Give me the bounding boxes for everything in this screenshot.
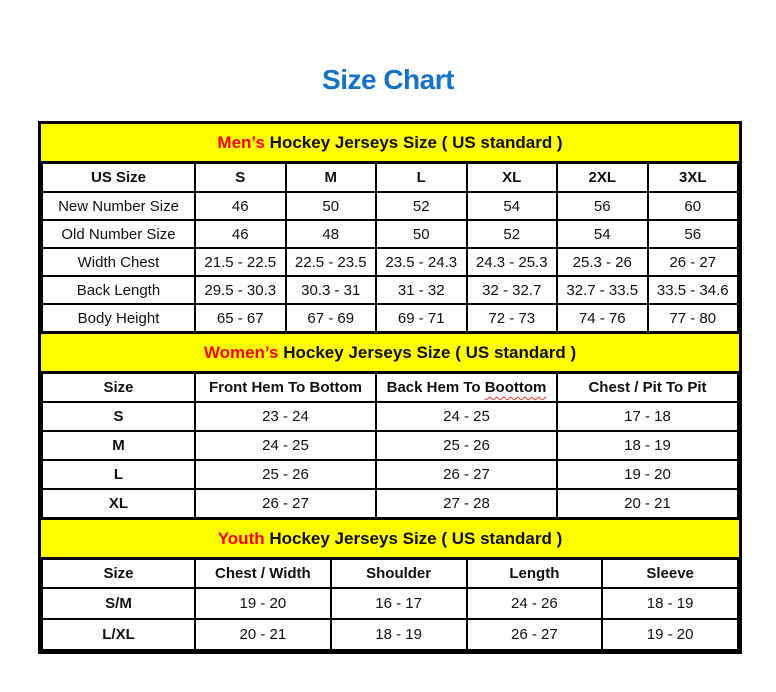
- section-audience-mens: Men’s: [217, 133, 265, 152]
- size-value-cell: 69 - 71: [376, 304, 467, 332]
- column-header: 3XL: [648, 163, 739, 192]
- size-value-cell: 31 - 32: [376, 276, 467, 304]
- column-header: Shoulder: [331, 559, 467, 588]
- size-value-cell: 24 - 26: [467, 588, 603, 619]
- page-title: Size Chart: [322, 64, 454, 95]
- column-header: S: [195, 163, 286, 192]
- column-header: Size: [42, 559, 195, 588]
- column-header: Size: [42, 373, 195, 402]
- size-value-cell: 22.5 - 23.5: [286, 248, 377, 276]
- column-header: Sleeve: [602, 559, 738, 588]
- row-label: M: [42, 431, 195, 460]
- size-value-cell: 25 - 26: [376, 431, 557, 460]
- size-value-cell: 48: [286, 220, 377, 248]
- row-label: Back Length: [42, 276, 195, 304]
- size-value-cell: 24 - 25: [376, 402, 557, 431]
- table-row: [42, 460, 738, 489]
- row-label: Old Number Size: [42, 220, 195, 248]
- row-label: S/M: [42, 588, 195, 619]
- section-audience-youth: Youth: [217, 529, 265, 548]
- section-band-youth: [41, 519, 739, 558]
- size-value-cell: 26 - 27: [648, 248, 739, 276]
- size-value-cell: 54: [467, 192, 558, 220]
- column-header: US Size: [42, 163, 195, 192]
- size-value-cell: 23.5 - 24.3: [376, 248, 467, 276]
- table-row: [42, 304, 738, 332]
- size-value-cell: 20 - 21: [557, 489, 738, 518]
- column-header: M: [286, 163, 377, 192]
- header-row: [42, 163, 738, 192]
- section-audience-womens: Women’s: [203, 343, 279, 362]
- column-header: Length: [467, 559, 603, 588]
- table-row: [42, 619, 738, 650]
- size-value-cell: 65 - 67: [195, 304, 286, 332]
- column-header: Chest / Pit To Pit: [557, 373, 738, 402]
- size-value-cell: 32 - 32.7: [467, 276, 558, 304]
- size-value-cell: 25 - 26: [195, 460, 376, 489]
- size-value-cell: 67 - 69: [286, 304, 377, 332]
- size-value-cell: 27 - 28: [376, 489, 557, 518]
- column-header: XL: [467, 163, 558, 192]
- misspelled-word: Boottom: [484, 379, 547, 396]
- size-value-cell: 60: [648, 192, 739, 220]
- row-label: New Number Size: [42, 192, 195, 220]
- mens-size-table: [41, 162, 739, 333]
- table-row: [42, 489, 738, 518]
- size-value-cell: 24.3 - 25.3: [467, 248, 558, 276]
- womens-size-table: [41, 372, 739, 519]
- size-value-cell: 56: [557, 192, 648, 220]
- table-row: [42, 402, 738, 431]
- row-label: L/XL: [42, 619, 195, 650]
- size-value-cell: 18 - 19: [602, 588, 738, 619]
- section-title-rest-youth: Hockey Jerseys Size ( US standard ): [264, 529, 563, 548]
- column-header: Back Hem To Boottom: [376, 373, 557, 402]
- section-title-rest-mens: Hockey Jerseys Size ( US standard ): [264, 133, 563, 152]
- size-value-cell: 25.3 - 26: [557, 248, 648, 276]
- header-row: [42, 559, 738, 588]
- row-label: L: [42, 460, 195, 489]
- column-header: 2XL: [557, 163, 648, 192]
- size-value-cell: 26 - 27: [195, 489, 376, 518]
- size-value-cell: 30.3 - 31: [286, 276, 377, 304]
- section-title-rest-womens: Hockey Jerseys Size ( US standard ): [278, 343, 577, 362]
- size-value-cell: 72 - 73: [467, 304, 558, 332]
- size-value-cell: 56: [648, 220, 739, 248]
- size-value-cell: 26 - 27: [376, 460, 557, 489]
- column-header: Chest / Width: [195, 559, 331, 588]
- size-value-cell: 24 - 25: [195, 431, 376, 460]
- size-value-cell: 33.5 - 34.6: [648, 276, 739, 304]
- size-value-cell: 26 - 27: [467, 619, 603, 650]
- table-row: [42, 431, 738, 460]
- size-value-cell: 52: [467, 220, 558, 248]
- size-value-cell: 52: [376, 192, 467, 220]
- table-row: [42, 220, 738, 248]
- column-header: Front Hem To Bottom: [195, 373, 376, 402]
- size-value-cell: 50: [286, 192, 377, 220]
- section-band-womens: [41, 333, 739, 372]
- size-value-cell: 77 - 80: [648, 304, 739, 332]
- row-label: Width Chest: [42, 248, 195, 276]
- section-band-mens: [41, 124, 739, 162]
- size-value-cell: 19 - 20: [602, 619, 738, 650]
- size-value-cell: 46: [195, 220, 286, 248]
- table-row: [42, 192, 738, 220]
- size-value-cell: 32.7 - 33.5: [557, 276, 648, 304]
- size-value-cell: 17 - 18: [557, 402, 738, 431]
- table-row: [42, 248, 738, 276]
- size-value-cell: 29.5 - 30.3: [195, 276, 286, 304]
- size-value-cell: 23 - 24: [195, 402, 376, 431]
- size-value-cell: 74 - 76: [557, 304, 648, 332]
- size-chart: [38, 121, 742, 654]
- row-label: S: [42, 402, 195, 431]
- size-value-cell: 16 - 17: [331, 588, 467, 619]
- size-value-cell: 19 - 20: [557, 460, 738, 489]
- size-value-cell: 46: [195, 192, 286, 220]
- table-row: [42, 588, 738, 619]
- table-row: [42, 276, 738, 304]
- size-value-cell: 54: [557, 220, 648, 248]
- size-value-cell: 18 - 19: [331, 619, 467, 650]
- row-label: XL: [42, 489, 195, 518]
- size-value-cell: 50: [376, 220, 467, 248]
- size-value-cell: 21.5 - 22.5: [195, 248, 286, 276]
- column-header: L: [376, 163, 467, 192]
- youth-size-table: [41, 558, 739, 651]
- header-row: [42, 373, 738, 402]
- size-value-cell: 20 - 21: [195, 619, 331, 650]
- row-label: Body Height: [42, 304, 195, 332]
- size-value-cell: 18 - 19: [557, 431, 738, 460]
- size-value-cell: 19 - 20: [195, 588, 331, 619]
